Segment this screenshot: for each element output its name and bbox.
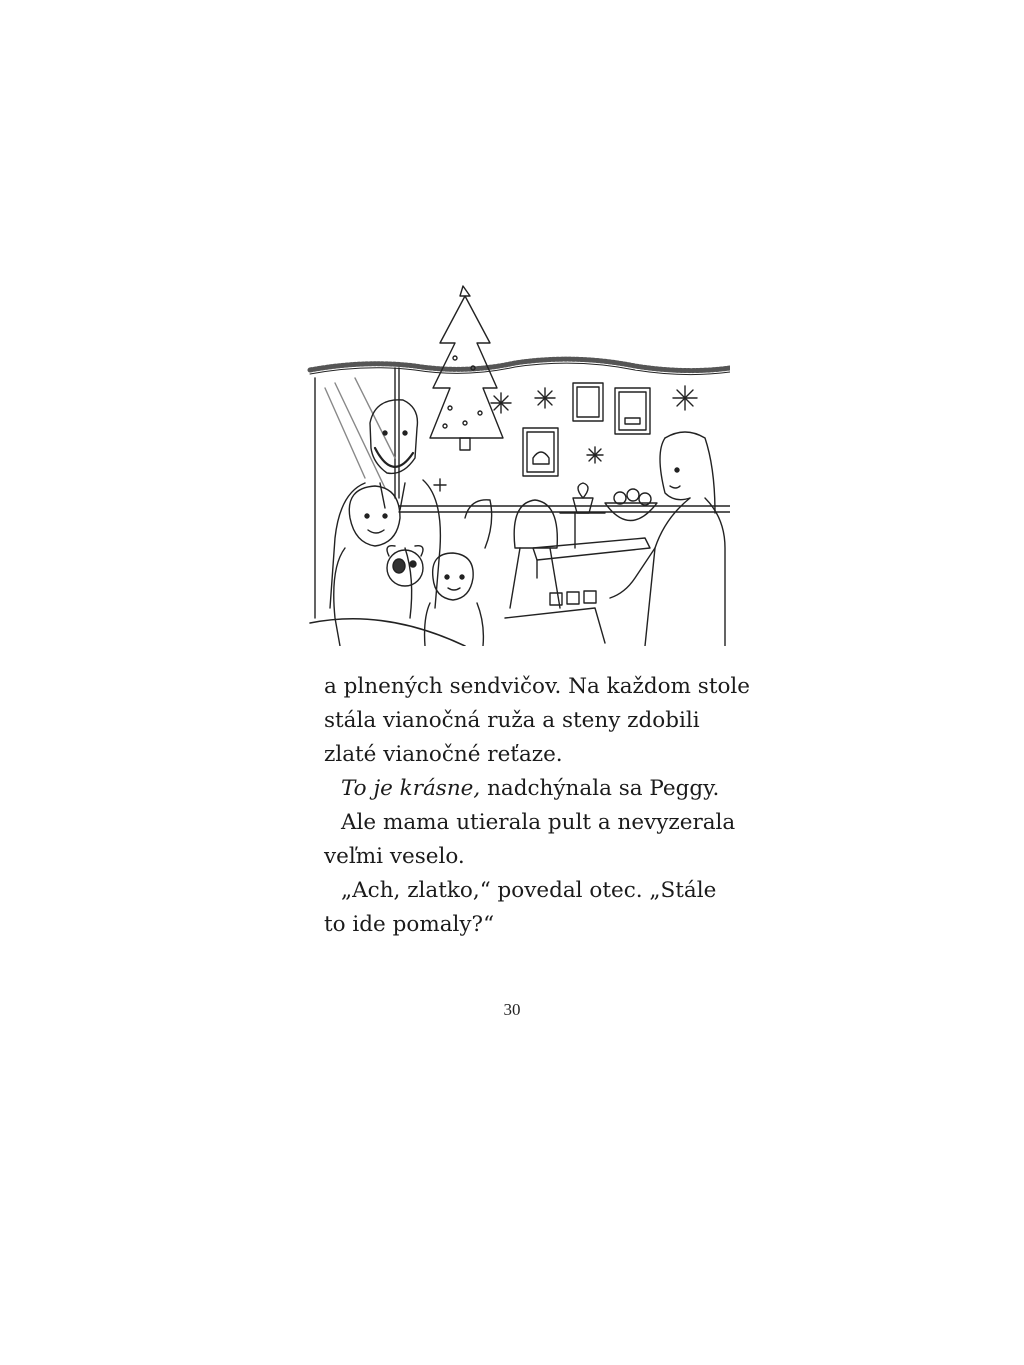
text-line: zlaté vianočné reťaze.	[324, 742, 563, 767]
counter-icon	[505, 538, 650, 643]
text-fragment: nadchýnala sa Peggy.	[480, 776, 720, 801]
page-number: 30	[503, 1000, 521, 1019]
text-line: stála vianočná ruža a steny zdobili	[324, 708, 700, 733]
text-line: to ide pomaly?“	[324, 912, 495, 937]
chair-icon	[465, 500, 560, 608]
father-figure-icon	[330, 400, 440, 608]
garland-icon	[310, 359, 730, 374]
text-line: a plnených sendvičov. Na každom stole	[324, 674, 751, 699]
small-girl-figure-icon	[425, 553, 484, 646]
window-icon	[315, 368, 399, 618]
text-line: veľmi veselo.	[324, 844, 465, 869]
cafe-christmas-illustration	[305, 248, 730, 646]
text-line: „Ach, zlatko,“ povedal otec. „Stále	[341, 878, 717, 903]
fruit-bowl-icon	[605, 489, 657, 521]
text-line	[324, 772, 719, 806]
toy-dog-icon	[387, 546, 423, 586]
italic-thought: To je krásne,	[341, 776, 481, 801]
picture-frame-icon	[523, 383, 650, 476]
table-icon	[560, 483, 605, 548]
text-line: Ale mama utierala pult a nevyzerala	[341, 810, 736, 835]
